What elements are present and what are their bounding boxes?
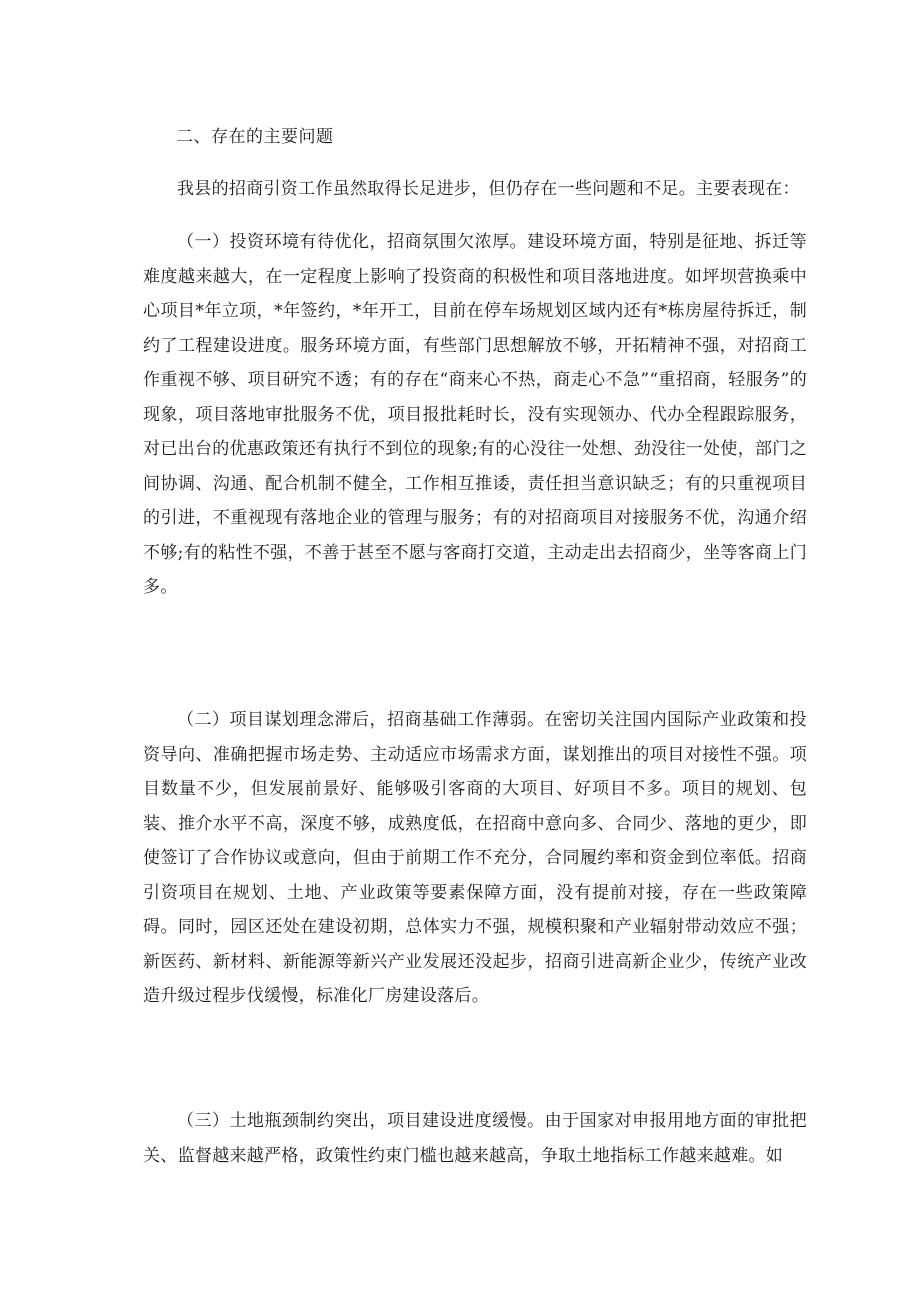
paragraph-land-bottleneck: （三）土地瓶颈制约突出，项目建设进度缓慢。由于国家对申报用地方面的审批把关、监督越来越严格，政策性约束门槛也越来越高，争取土地指标工作越来越难。如 — [143, 1111, 807, 1166]
paragraph-investment-environment: （一）投资环境有待优化，招商氛围欠浓厚。建设环境方面，特别是征地、拆迁等难度越来越大，在一定程度上影响了投资商的积极性和项目落地进度。如坪坝营换乘中心项目*年立项，*年签约，*年开工，目前在停车场规划区域内还有*栋房屋待拆迁，制约了工程建设进度。服务环境方面，有些部门思想解放不够，开拓精神不强，对招商工作重视不够、项目研究不透；有的存在“商来心不热，商走心不急”“重招商，轻服务”的现象，项目落地审批服务不优，项目报批耗时长，没有实现领办、代办全程跟踪服务，对已出台的优惠政策还有执行不到位的现象;有的心没往一处想、劲没往一处使，部门之间协调、沟通、配合机制不健全，工作相互推诿，责任担当意识缺乏；有的只重视项目的引进，不重视现有落地企业的管理与服务；有的对招商项目对接服务不优，沟通介绍不够;有的粘性不强，不善于甚至不愿与客商打交道，主动走出去招商少，坐等客商上门多。 — [143, 232, 807, 597]
section-heading: 二、存在的主要问题 — [176, 127, 334, 147]
intro-paragraph: 我县的招商引资工作虽然取得长足进步，但仍存在一些问题和不足。主要表现在： — [177, 179, 800, 199]
paragraph-project-planning: （二）项目谋划理念滞后，招商基础工作薄弱。在密切关注国内国际产业政策和投资导向、准确把握市场走势、主动适应市场需求方面，谋划推出的项目对接性不强。项目数量不少，但发展前景好、能够吸引客商的大项目、好项目不多。项目的规划、包装、推介水平不高，深度不够，成熟度低，在招商中意向多、合同少、落地的更少，即使签订了合作协议或意向，但由于前期工作不充分，合同履约率和资金到位率低。招商引资项目在规划、土地、产业政策等要素保障方面，没有提前对接，存在一些政策障碍。同时，园区还处在建设初期，总体实力不强，规模积聚和产业辐射带动效应不强；新医药、新材料、新能源等新兴产业发展还没起步，招商引进高新企业少，传统产业改造升级过程步伐缓慢，标准化厂房建设落后。 — [143, 710, 807, 1006]
